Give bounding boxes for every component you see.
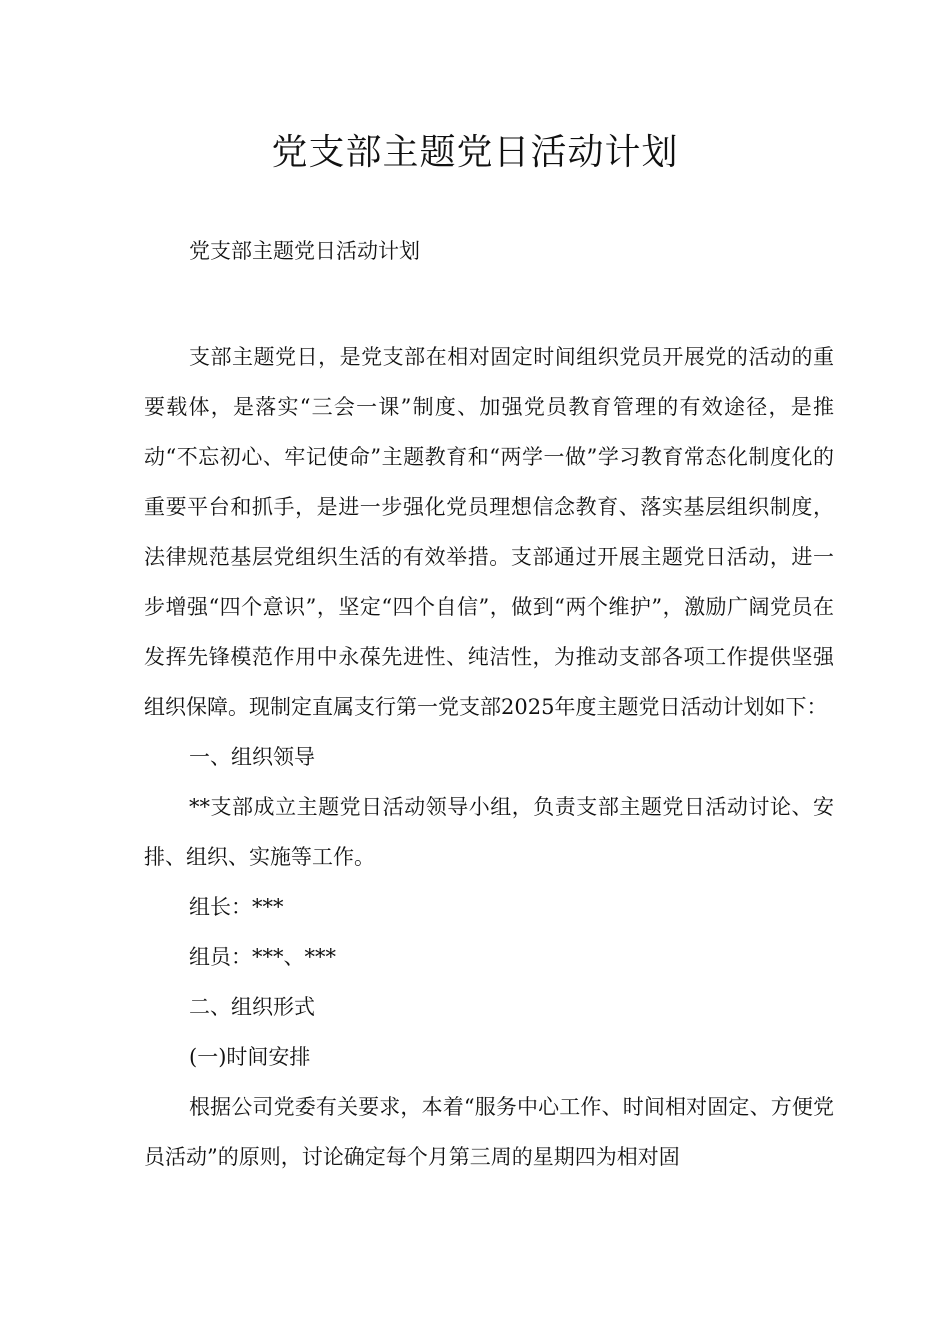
document-subtitle: 党支部主题党日活动计划 — [189, 239, 420, 263]
section-heading-organization-form: 二、组织形式 — [189, 995, 315, 1019]
document-title: 党支部主题党日活动计划 — [271, 132, 679, 173]
intro-paragraph: 支部主题党日，是党支部在相对固定时间组织党员开展党的活动的重要载体，是落实“三会一课”制度、加强党员教育管理的有效途径，是推动“不忘初心、牢记使命”主题教育和“两学一做”学习教育常态化制度化的重要平台和抓手，是进一步强化党员理想信念教育、落实基层组织制度，法律规范基层党组织生活的有效举措。支部通过开展主题党日活动，进一步增强“四个意识”，坚定“四个自信”，做到“两个维护”，激励广阔党员在发挥先锋模范作用中永葆先进性、纯洁性，为推动支部各项工作提供坚强组织保障。现制定直属支行第一党支部2025年度主题党日活动计划如下： — [144, 345, 834, 719]
section-heading-organization-leadership: 一、组织领导 — [189, 745, 315, 769]
leadership-group-paragraph: **支部成立主题党日活动领导小组，负责支部主题党日活动讨论、安排、组织、实施等工作。 — [144, 795, 834, 869]
document-body — [144, 332, 834, 1182]
group-members-line: 组员：***、*** — [189, 945, 336, 969]
subsection-heading-time-arrangement: (一)时间安排 — [189, 1045, 311, 1069]
group-leader-line: 组长：*** — [189, 895, 284, 919]
time-arrangement-paragraph: 根据公司党委有关要求，本着“服务中心工作、时间相对固定、方便党员活动”的原则，讨论确定每个月第三周的星期四为相对固 — [144, 1095, 834, 1169]
